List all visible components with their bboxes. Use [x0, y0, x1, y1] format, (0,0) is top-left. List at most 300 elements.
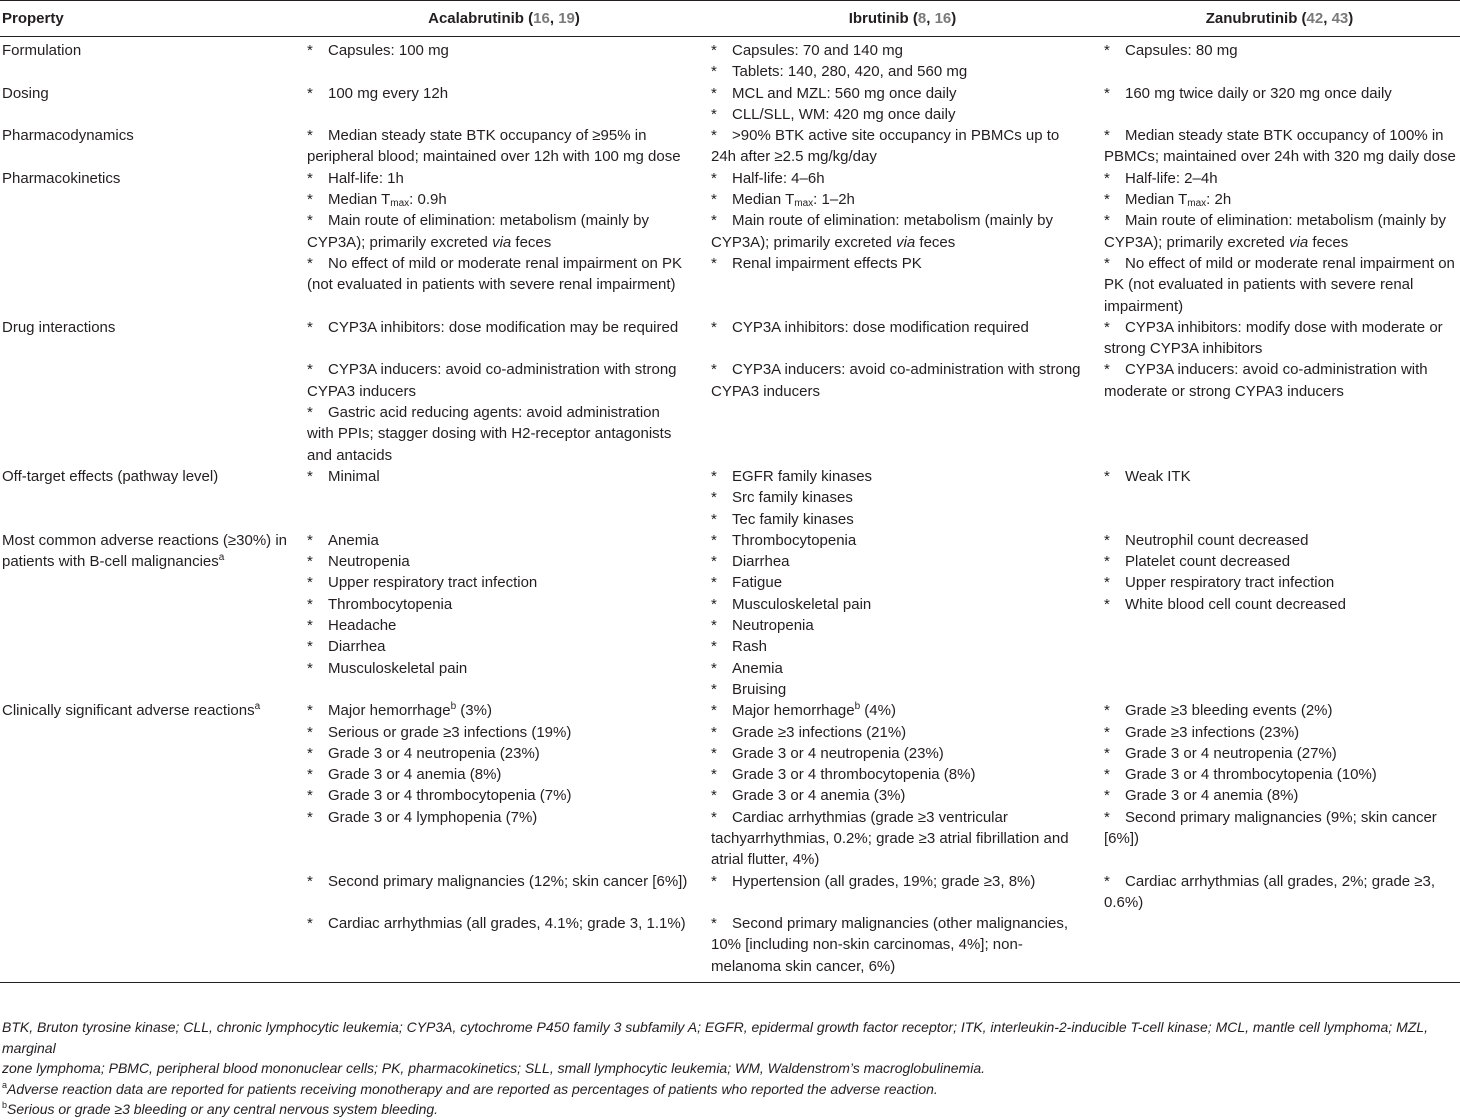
- value-cell: [706, 700, 1099, 870]
- text-segment: CYP3A inhibitors: dose modification required: [732, 318, 1029, 336]
- close-paren: ): [574, 9, 580, 27]
- bullet-marker: *: [1104, 84, 1110, 102]
- text-segment: Src family kinases: [732, 489, 853, 507]
- list-item: [307, 764, 706, 785]
- value-cell: [706, 466, 1099, 530]
- value-cell: [706, 37, 1099, 83]
- value-cell: [706, 125, 1099, 168]
- list-item: [307, 807, 706, 828]
- value-cell: [302, 466, 706, 530]
- property-cell: [0, 466, 302, 530]
- property-cell: [0, 83, 302, 126]
- text-segment: Grade 3 or 4 lymphopenia (7%): [328, 808, 538, 826]
- bullet-marker: *: [711, 872, 717, 890]
- value-cell: [706, 168, 1099, 317]
- list-item: [1104, 168, 1460, 189]
- bullet-marker: *: [711, 212, 717, 230]
- bullet-marker: *: [711, 63, 717, 81]
- table-row: [0, 359, 1460, 465]
- bullet-marker: *: [307, 212, 313, 230]
- value-cell: [302, 317, 706, 360]
- list-item: [711, 722, 1099, 743]
- list-item: [307, 913, 706, 934]
- bullet-marker: *: [711, 42, 717, 59]
- bullet-marker: *: [1104, 808, 1110, 826]
- text-segment: CYP3A); primarily excreted: [1104, 233, 1290, 251]
- table-row: [0, 83, 1460, 126]
- table-row: [0, 871, 1460, 914]
- list-item: [307, 189, 706, 210]
- bullet-marker: *: [1104, 574, 1110, 592]
- list-item: [307, 615, 706, 636]
- text-segment: Thrombocytopenia: [732, 531, 857, 549]
- text-segment: Clinically significant adverse reactions: [2, 702, 255, 720]
- bullet-marker: *: [711, 127, 717, 145]
- text-segment: Pharmacokinetics: [2, 169, 121, 187]
- text-segment: : 2h: [1206, 191, 1232, 209]
- bullet-marker: *: [711, 574, 717, 592]
- bullet-marker: *: [1104, 42, 1110, 59]
- value-cell: [302, 37, 706, 83]
- value-cell: [302, 168, 706, 317]
- text-segment: Musculoskeletal pain: [328, 659, 468, 677]
- bullet-marker: *: [307, 766, 313, 784]
- list-item: [307, 551, 706, 572]
- abbreviations-footnote: [2, 1017, 1452, 1079]
- text-segment: feces: [511, 233, 552, 251]
- property-cell: [0, 530, 302, 700]
- property-cell: [0, 125, 302, 168]
- abbreviations-line: zone lymphoma; PBMC, peripheral blood mononuclear cells; PK, pharmacokinetics; SLL, small lymphocytic leukemia; WM, Waldenstrom’s macroglobulinemia.: [2, 1060, 986, 1076]
- list-item: [711, 551, 1099, 572]
- property-cell: [0, 359, 302, 465]
- bullet-marker: *: [711, 595, 717, 613]
- text-segment: CYP3A inducers: avoid co-administration with strong: [732, 361, 1081, 379]
- bullet-marker: *: [307, 169, 313, 187]
- text-segment: CYP3A); primarily excreted: [711, 233, 897, 251]
- footnote-text: Serious or grade ≥3 bleeding or any central nervous system bleeding.: [7, 1101, 439, 1117]
- bullet-marker: *: [1104, 212, 1110, 230]
- list-item: [1104, 466, 1460, 487]
- text-segment: atrial flutter, 4%): [711, 851, 820, 869]
- bullet-marker: *: [1104, 531, 1110, 549]
- text-segment: Upper respiratory tract infection: [328, 574, 538, 592]
- list-item: [307, 785, 706, 806]
- italic-text: via: [1289, 233, 1309, 251]
- list-item: [711, 743, 1099, 764]
- reference-link[interactable]: 42: [1306, 9, 1324, 27]
- footnote-mark: b: [450, 701, 457, 713]
- list-item: [307, 317, 706, 338]
- list-item: [711, 530, 1099, 551]
- bullet-marker: *: [307, 702, 313, 720]
- drug-name: Zanubrutinib: [1205, 9, 1298, 27]
- text-segment: Grade 3 or 4 anemia (3%): [732, 787, 906, 805]
- text-segment: (4%): [860, 702, 896, 720]
- bullet-marker: *: [307, 574, 313, 592]
- bullet-marker: *: [307, 744, 313, 762]
- list-item: [1104, 743, 1460, 764]
- text-segment: Major hemorrhage: [328, 702, 451, 720]
- value-cell: [706, 83, 1099, 126]
- header-acalabrutinib: Acalabrutinib (16, 19): [302, 1, 706, 37]
- list-item: [711, 572, 1099, 593]
- list-item: [1104, 551, 1460, 572]
- text-segment: Median steady state BTK occupancy of 100% in: [1125, 127, 1444, 145]
- bullet-marker: *: [307, 638, 313, 656]
- value-cell: [1099, 466, 1460, 530]
- text-segment: (3%): [456, 702, 492, 720]
- list-item: [307, 125, 706, 168]
- list-item: [711, 700, 1099, 721]
- bullet-marker: *: [711, 467, 717, 485]
- table-body: [0, 37, 1460, 983]
- bullet-marker: *: [1104, 169, 1110, 187]
- table-row: [0, 37, 1460, 83]
- bullet-marker: *: [1104, 553, 1110, 571]
- list-item: [307, 658, 706, 679]
- text-segment: Bruising: [732, 680, 787, 698]
- list-item: [1104, 594, 1460, 615]
- bullet-marker: *: [711, 254, 717, 272]
- text-segment: CLL/SLL, WM: 420 mg once daily: [732, 105, 956, 123]
- property-cell: [0, 168, 302, 317]
- bullet-marker: *: [307, 127, 313, 145]
- list-item: [1104, 317, 1460, 360]
- value-cell: [302, 83, 706, 126]
- text-segment: CYP3A inducers: avoid co-administration with strong: [328, 361, 677, 379]
- text-segment: Diarrhea: [732, 553, 790, 571]
- text-segment: 100 mg every 12h: [328, 84, 449, 102]
- text-segment: Cardiac arrhythmias (all grades, 4.1%; grade 3, 1.1%): [328, 915, 686, 933]
- text-segment: CYPA3 inducers: [307, 382, 416, 400]
- bullet-marker: *: [711, 84, 717, 102]
- list-item: [711, 807, 1099, 871]
- text-segment: Median T: [1125, 191, 1188, 209]
- bullet-marker: *: [1104, 127, 1110, 145]
- bullet-marker: *: [711, 744, 717, 762]
- reference-link[interactable]: 8: [917, 9, 927, 27]
- footnote-mark: a: [2, 1079, 8, 1090]
- bullet-marker: *: [307, 808, 313, 826]
- bullet-marker: *: [711, 723, 717, 741]
- bullet-marker: *: [1104, 318, 1110, 336]
- bullet-marker: *: [307, 254, 313, 272]
- text-segment: peripheral blood; maintained over 12h with 100 mg dose: [307, 148, 681, 166]
- list-item: [307, 636, 706, 657]
- text-segment: Formulation: [2, 42, 82, 59]
- text-segment: Tec family kinases: [732, 510, 854, 528]
- bullet-marker: *: [711, 680, 717, 698]
- bullet-marker: *: [711, 787, 717, 805]
- list-item: [711, 317, 1099, 338]
- value-cell: [1099, 700, 1460, 870]
- text-segment: Second primary malignancies (other malignancies,: [732, 915, 1068, 933]
- bullet-marker: *: [711, 489, 717, 507]
- property-cell: [0, 37, 302, 83]
- text-segment: Grade 3 or 4 anemia (8%): [1125, 787, 1299, 805]
- bullet-marker: *: [1104, 467, 1110, 485]
- list-item: [307, 743, 706, 764]
- list-item: [711, 615, 1099, 636]
- list-item: [1104, 700, 1460, 721]
- value-cell: [1099, 83, 1460, 126]
- table-row: [0, 125, 1460, 168]
- text-segment: CYP3A inhibitors: dose modification may be required: [328, 318, 679, 336]
- bullet-marker: *: [1104, 766, 1110, 784]
- list-item: [711, 359, 1099, 402]
- text-segment: Main route of elimination: metabolism (mainly by: [1125, 212, 1446, 230]
- text-segment: Neutrophil count decreased: [1125, 531, 1309, 549]
- text-segment: : 0.9h: [409, 191, 447, 209]
- text-segment: White blood cell count decreased: [1125, 595, 1346, 613]
- list-item: [711, 509, 1099, 530]
- property-cell: [0, 913, 302, 982]
- text-segment: CYP3A inducers: avoid co-administration with: [1125, 361, 1428, 379]
- value-cell: [302, 125, 706, 168]
- bullet-marker: *: [711, 531, 717, 549]
- bullet-marker: *: [307, 659, 313, 677]
- list-item: [1104, 572, 1460, 593]
- text-segment: Dosing: [2, 84, 49, 102]
- text-segment: Second primary malignancies (12%; skin cancer [6%]): [328, 872, 688, 890]
- list-item: [307, 700, 706, 721]
- bullet-marker: *: [307, 42, 313, 59]
- text-segment: CYP3A inhibitors: modify dose with moderate or: [1125, 318, 1443, 336]
- bullet-marker: *: [307, 467, 313, 485]
- list-item: [307, 83, 706, 104]
- text-segment: Anemia: [732, 659, 783, 677]
- list-item: [711, 594, 1099, 615]
- value-cell: [706, 317, 1099, 360]
- reference-link[interactable]: 16: [533, 9, 550, 27]
- property-cell: [0, 700, 302, 870]
- bullet-marker: *: [307, 872, 313, 890]
- value-cell: [1099, 168, 1460, 317]
- text-segment: Grade 3 or 4 thrombocytopenia (10%): [1125, 766, 1377, 784]
- text-segment: feces: [915, 233, 956, 251]
- bullet-marker: *: [711, 361, 717, 379]
- table-row: [0, 466, 1460, 530]
- text-segment: Median T: [328, 191, 391, 209]
- text-segment: Half-life: 1h: [328, 169, 404, 187]
- text-segment: strong CYP3A inhibitors: [1104, 340, 1263, 358]
- text-segment: Grade 3 or 4 anemia (8%): [328, 766, 502, 784]
- list-item: [1104, 359, 1460, 402]
- list-item: [711, 636, 1099, 657]
- list-item: [1104, 530, 1460, 551]
- list-item: [1104, 253, 1460, 317]
- reference-link[interactable]: 43: [1331, 9, 1349, 27]
- text-segment: Diarrhea: [328, 638, 386, 656]
- list-item: [711, 253, 1099, 274]
- text-segment: Rash: [732, 638, 768, 656]
- text-segment: 24h after ≥2.5 mg/kg/day: [711, 148, 877, 166]
- text-segment: Renal impairment effects PK: [732, 254, 922, 272]
- table-footnotes: [2, 1017, 1452, 1120]
- bullet-marker: *: [711, 808, 717, 826]
- list-item: [307, 40, 706, 61]
- list-item: [307, 572, 706, 593]
- list-item: [307, 594, 706, 615]
- reference-link[interactable]: 19: [558, 9, 575, 27]
- text-segment: : 1–2h: [813, 191, 855, 209]
- header-ibrutinib: Ibrutinib (8, 16): [706, 1, 1099, 37]
- text-segment: feces: [1308, 233, 1349, 251]
- text-segment: MCL and MZL: 560 mg once daily: [732, 84, 957, 102]
- subscript: max: [390, 198, 410, 210]
- bullet-marker: *: [711, 191, 717, 209]
- bullet-marker: *: [307, 361, 313, 379]
- text-segment: Fatigue: [732, 574, 783, 592]
- list-item: [711, 104, 1099, 125]
- text-segment: melanoma skin cancer, 6%): [711, 957, 896, 975]
- list-item: [1104, 785, 1460, 806]
- bullet-marker: *: [1104, 787, 1110, 805]
- table-row: [0, 530, 1460, 700]
- open-paren: (: [1301, 9, 1307, 27]
- text-segment: patients with B-cell malignancies: [2, 553, 219, 571]
- property-cell: [0, 317, 302, 360]
- text-segment: moderate or strong CYPA3 inducers: [1104, 382, 1344, 400]
- bullet-marker: *: [307, 531, 313, 549]
- bullet-marker: *: [307, 191, 313, 209]
- list-item: [1104, 871, 1460, 914]
- text-segment: Grade ≥3 infections (21%): [732, 723, 907, 741]
- list-item: [711, 125, 1099, 168]
- footnote-mark: b: [2, 1100, 8, 1110]
- list-item: [307, 466, 706, 487]
- list-item: [1104, 764, 1460, 785]
- text-segment: Serious or grade ≥3 infections (19%): [328, 723, 572, 741]
- bullet-marker: *: [711, 638, 717, 656]
- table-row: [0, 700, 1460, 870]
- list-item: [1104, 125, 1460, 168]
- text-segment: PK (not evaluated in patients with severe renal: [1104, 276, 1414, 294]
- text-segment: Grade 3 or 4 thrombocytopenia (7%): [328, 787, 572, 805]
- list-item: [711, 40, 1099, 61]
- list-item: [307, 168, 706, 189]
- value-cell: [302, 913, 706, 982]
- bullet-marker: *: [711, 702, 717, 720]
- value-cell: [1099, 530, 1460, 700]
- bullet-marker: *: [1104, 595, 1110, 613]
- bullet-marker: *: [307, 553, 313, 571]
- text-segment: 160 mg twice daily or 320 mg once daily: [1125, 84, 1392, 102]
- header-property: Property: [0, 1, 302, 37]
- table-row: [0, 913, 1460, 982]
- bullet-marker: *: [1104, 872, 1110, 890]
- bullet-marker: *: [1104, 361, 1110, 379]
- list-item: [307, 402, 706, 466]
- text-segment: Capsules: 100 mg: [328, 42, 449, 59]
- list-item: [711, 210, 1099, 253]
- list-item: [711, 785, 1099, 806]
- text-segment: Gastric acid reducing agents: avoid administration: [328, 404, 660, 422]
- footnote-mark: a: [218, 552, 225, 564]
- bullet-marker: *: [307, 84, 313, 102]
- value-cell: [302, 359, 706, 465]
- list-item: [711, 61, 1099, 82]
- value-cell: [706, 913, 1099, 982]
- value-cell: [302, 530, 706, 700]
- value-cell: [706, 359, 1099, 465]
- italic-text: via: [492, 233, 512, 251]
- bullet-marker: *: [1104, 702, 1110, 720]
- italic-text: via: [896, 233, 916, 251]
- footnote-mark: b: [854, 701, 861, 713]
- text-segment: Second primary malignancies (9%; skin cancer: [1125, 808, 1437, 826]
- text-segment: Drug interactions: [2, 318, 116, 336]
- list-item: [711, 189, 1099, 210]
- bullet-marker: *: [711, 659, 717, 677]
- text-segment: Upper respiratory tract infection: [1125, 574, 1335, 592]
- table-row: [0, 168, 1460, 317]
- abbreviations-line: BTK, Bruton tyrosine kinase; CLL, chronic lymphocytic leukemia; CYP3A, cytochrome P450 family 3 subfamily A; EGFR, epidermal growth factor receptor; ITK, interleukin-2-inducible T-cell kinase; MCL, mantle cell lymphoma; MZL, marginal: [2, 1019, 1428, 1056]
- text-segment: impairment): [1104, 297, 1184, 315]
- text-segment: Grade 3 or 4 neutropenia (23%): [732, 744, 944, 762]
- text-segment: Major hemorrhage: [732, 702, 855, 720]
- bullet-marker: *: [1104, 254, 1110, 272]
- text-segment: Weak ITK: [1125, 467, 1191, 485]
- bullet-marker: *: [711, 318, 717, 336]
- text-segment: Musculoskeletal pain: [732, 595, 872, 613]
- text-segment: with PPIs; stagger dosing with H2-receptor antagonists: [307, 425, 672, 443]
- text-segment: Half-life: 4–6h: [732, 169, 825, 187]
- text-segment: Hypertension (all grades, 19%; grade ≥3, 8%): [732, 872, 1036, 890]
- text-segment: Main route of elimination: metabolism (mainly by: [328, 212, 649, 230]
- value-cell: [302, 700, 706, 870]
- bullet-marker: *: [711, 617, 717, 635]
- text-segment: Median steady state BTK occupancy of ≥95% in: [328, 127, 647, 145]
- text-segment: Capsules: 80 mg: [1125, 42, 1238, 59]
- text-segment: Grade ≥3 bleeding events (2%): [1125, 702, 1333, 720]
- close-paren: ): [951, 9, 957, 27]
- list-item: [711, 83, 1099, 104]
- drug-name: Acalabrutinib: [428, 9, 524, 27]
- open-paren: (: [912, 9, 918, 27]
- header-zanubrutinib: Zanubrutinib (42, 43): [1099, 1, 1460, 37]
- bullet-marker: *: [307, 787, 313, 805]
- text-segment: Headache: [328, 617, 397, 635]
- list-item: [307, 210, 706, 253]
- text-segment: Tablets: 140, 280, 420, and 560 mg: [732, 63, 968, 81]
- text-segment: No effect of mild or moderate renal impairment on PK: [328, 254, 683, 272]
- close-paren: ): [1348, 9, 1354, 27]
- value-cell: [1099, 317, 1460, 360]
- list-item: [307, 722, 706, 743]
- text-segment: EGFR family kinases: [732, 467, 873, 485]
- list-item: [711, 466, 1099, 487]
- reference-link[interactable]: 16: [934, 9, 952, 27]
- bullet-marker: *: [711, 553, 717, 571]
- text-segment: Anemia: [328, 531, 379, 549]
- text-segment: Grade 3 or 4 neutropenia (27%): [1125, 744, 1337, 762]
- text-segment: Minimal: [328, 467, 380, 485]
- list-item: [711, 658, 1099, 679]
- text-segment: CYP3A); primarily excreted: [307, 233, 493, 251]
- footnote-a: [2, 1079, 1452, 1100]
- text-segment: No effect of mild or moderate renal impairment on: [1125, 254, 1455, 272]
- value-cell: [1099, 871, 1460, 914]
- list-item: [711, 764, 1099, 785]
- list-item: [1104, 807, 1460, 850]
- value-cell: [1099, 913, 1460, 982]
- text-segment: Platelet count decreased: [1125, 553, 1291, 571]
- list-item: [711, 168, 1099, 189]
- value-cell: [706, 530, 1099, 700]
- text-segment: tachyarrhythmias, 0.2%; grade ≥3 atrial fibrillation and: [711, 829, 1069, 847]
